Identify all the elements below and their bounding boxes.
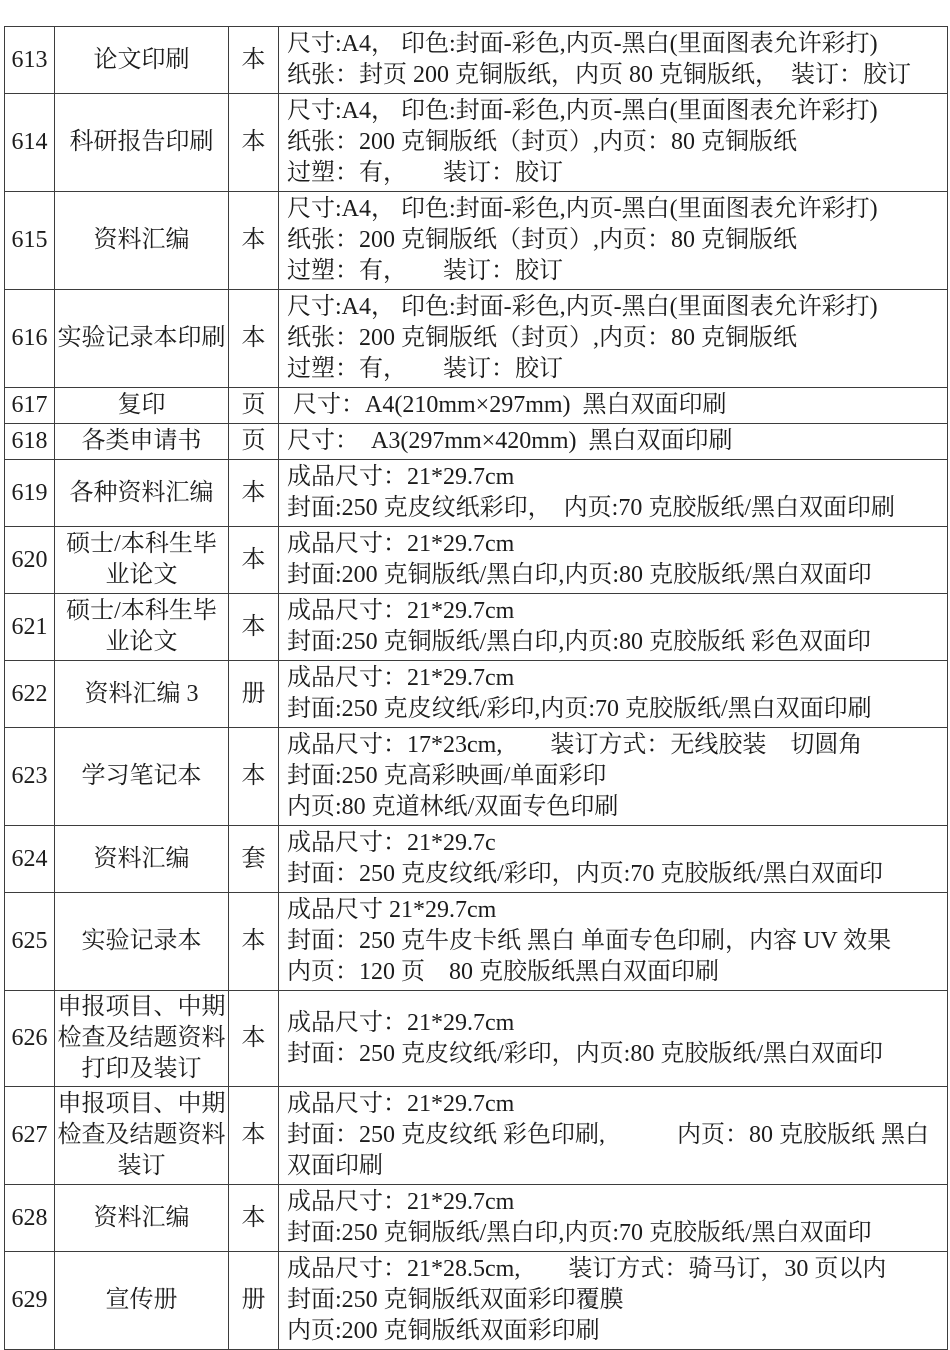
item-unit: 本: [229, 290, 279, 388]
spec-line: 纸张：200 克铜版纸（封页）,内页：80 克铜版纸: [287, 325, 797, 351]
item-id: 622: [5, 661, 55, 728]
spec-line: 尺寸:A4， 印色:封面-彩色,内页-黑白(里面图表允许彩打): [287, 98, 878, 124]
item-id: 613: [5, 27, 55, 94]
item-name: 各类申请书: [55, 424, 229, 460]
item-name: 实验记录本: [55, 893, 229, 991]
spec-line: 封面：250 克皮纹纸/彩印，内页:80 克胶版纸/黑白双面印: [287, 1040, 884, 1067]
spec-line: 成品尺寸：21*29.7cm: [287, 1189, 515, 1215]
item-spec: [279, 27, 948, 94]
item-spec: [279, 192, 948, 290]
table-row: [5, 424, 948, 460]
item-unit: 本: [229, 460, 279, 527]
item-unit: 本: [229, 27, 279, 94]
item-unit: 本: [229, 1087, 279, 1185]
spec-line: 过塑：有， 装订：胶订: [287, 160, 563, 186]
item-id: 617: [5, 388, 55, 424]
item-spec: [279, 1185, 948, 1252]
item-unit: 本: [229, 991, 279, 1087]
item-spec: [279, 826, 948, 893]
item-unit: 本: [229, 94, 279, 192]
item-id: 627: [5, 1087, 55, 1185]
spec-line: 过塑：有， 装订：胶订: [287, 356, 563, 382]
item-id: 628: [5, 1185, 55, 1252]
item-id: 620: [5, 527, 55, 594]
spec-line: 封面:250 克皮纹纸/彩印,内页:70 克胶版纸/黑白双面印刷: [287, 696, 872, 722]
spec-line: 成品尺寸：17*23cm, 装订方式：无线胶装 切圆角: [287, 732, 863, 758]
table-row: [5, 290, 948, 388]
spec-line: 封面:250 克铜版纸/黑白印,内页:80 克胶版纸 彩色双面印: [287, 629, 872, 655]
item-spec: [279, 1252, 948, 1350]
print-service-spec-table: [4, 26, 948, 1350]
spec-line: 尺寸:A4， 印色:封面-彩色,内页-黑白(里面图表允许彩打): [287, 294, 878, 320]
item-unit: 本: [229, 527, 279, 594]
item-spec: [279, 661, 948, 728]
item-name: 复印: [55, 388, 229, 424]
spec-line: 尺寸：A4(210mm×297mm) 黑白双面印刷: [287, 392, 727, 418]
spec-line: 成品尺寸：21*29.7cm: [287, 665, 515, 691]
item-id: 614: [5, 94, 55, 192]
table-row: [5, 192, 948, 290]
spec-line: 成品尺寸：21*29.7c: [287, 830, 496, 856]
item-unit: 册: [229, 1252, 279, 1350]
item-spec: [279, 728, 948, 826]
table-row: [5, 594, 948, 661]
item-unit: 页: [229, 388, 279, 424]
item-id: 624: [5, 826, 55, 893]
table-row: [5, 826, 948, 893]
table-row: [5, 728, 948, 826]
spec-line: 封面：250 克皮纹纸/彩印，内页:70 克胶版纸/黑白双面印: [287, 861, 884, 887]
table-row: [5, 893, 948, 991]
spec-line: 尺寸:A4， 印色:封面-彩色,内页-黑白(里面图表允许彩打): [287, 31, 878, 57]
table-row: [5, 1185, 948, 1252]
spec-line: 封面:250 克皮纹纸彩印， 内页:70 克胶版纸/黑白双面印刷: [287, 495, 896, 521]
item-unit: 本: [229, 192, 279, 290]
item-id: 618: [5, 424, 55, 460]
item-spec: [279, 290, 948, 388]
spec-line: 过塑：有， 装订：胶订: [287, 258, 563, 284]
item-name: 论文印刷: [55, 27, 229, 94]
item-name: 申报项目、中期检查及结题资料装订: [55, 1087, 229, 1185]
spec-line: 纸张：200 克铜版纸（封页）,内页：80 克铜版纸: [287, 129, 797, 155]
item-spec: [279, 460, 948, 527]
spec-line: 封面：250 克牛皮卡纸 黑白 单面专色印刷，内容 UV 效果: [287, 928, 892, 954]
item-spec: [279, 893, 948, 991]
item-unit: 册: [229, 661, 279, 728]
item-name: 申报项目、中期检查及结题资料打印及装订: [55, 991, 229, 1087]
table-row: [5, 94, 948, 192]
spec-line: 成品尺寸：21*29.7cm: [287, 1091, 515, 1117]
spec-line: 尺寸:A4， 印色:封面-彩色,内页-黑白(里面图表允许彩打): [287, 196, 878, 222]
table-body: [5, 27, 948, 1350]
item-name: 资料汇编: [55, 192, 229, 290]
table-row: [5, 661, 948, 728]
item-name: 各种资料汇编: [55, 460, 229, 527]
spec-line: 内页:200 克铜版纸双面彩印刷: [287, 1318, 600, 1344]
table-row: [5, 991, 948, 1087]
spec-line: 成品尺寸：21*28.5cm, 装订方式：骑马订，30 页以内: [287, 1256, 887, 1282]
item-spec: [279, 1087, 948, 1185]
item-unit: 本: [229, 594, 279, 661]
spec-line: 成品尺寸：21*29.7cm: [287, 464, 515, 490]
item-id: 616: [5, 290, 55, 388]
spec-line: 纸张：封页 200 克铜版纸，内页 80 克铜版纸， 装订：胶订: [287, 62, 911, 88]
spec-line: 封面:250 克高彩映画/单面彩印: [287, 763, 607, 789]
item-name: 硕士/本科生毕业论文: [55, 594, 229, 661]
spec-line: 尺寸： A3(297mm×420mm) 黑白双面印刷: [287, 428, 733, 454]
table-row: [5, 1087, 948, 1185]
table-row: [5, 27, 948, 94]
spec-line: 成品尺寸：21*29.7cm: [287, 531, 515, 557]
item-spec: [279, 424, 948, 460]
spec-line: 内页：120 页 80 克胶版纸黑白双面印刷: [287, 959, 719, 985]
item-unit: 本: [229, 1185, 279, 1252]
item-id: 623: [5, 728, 55, 826]
item-name: 硕士/本科生毕业论文: [55, 527, 229, 594]
spec-line: 成品尺寸 21*29.7cm: [287, 897, 497, 923]
item-id: 629: [5, 1252, 55, 1350]
item-id: 615: [5, 192, 55, 290]
item-spec: [279, 388, 948, 424]
item-name: 科研报告印刷: [55, 94, 229, 192]
item-name: 资料汇编: [55, 1185, 229, 1252]
spec-line: 成品尺寸：21*29.7cm: [287, 1009, 515, 1036]
spec-line: 成品尺寸：21*29.7cm: [287, 598, 515, 624]
item-spec: [279, 991, 948, 1087]
item-spec: [279, 94, 948, 192]
item-unit: 页: [229, 424, 279, 460]
item-name: 资料汇编: [55, 826, 229, 893]
spec-line: 内页:80 克道林纸/双面专色印刷: [287, 794, 619, 820]
item-id: 625: [5, 893, 55, 991]
spec-line: 封面：250 克皮纹纸 彩色印刷, 内页：80 克胶版纸 黑白双面印刷: [287, 1122, 929, 1179]
item-id: 621: [5, 594, 55, 661]
item-name: 实验记录本印刷: [55, 290, 229, 388]
spec-line: 封面:250 克铜版纸双面彩印覆膜: [287, 1287, 624, 1313]
table-row: [5, 460, 948, 527]
item-unit: 本: [229, 728, 279, 826]
item-id: 619: [5, 460, 55, 527]
item-name: 宣传册: [55, 1252, 229, 1350]
item-id: 626: [5, 991, 55, 1087]
item-spec: [279, 527, 948, 594]
spec-line: 封面:250 克铜版纸/黑白印,内页:70 克胶版纸/黑白双面印: [287, 1220, 872, 1246]
spec-line: 封面:200 克铜版纸/黑白印,内页:80 克胶版纸/黑白双面印: [287, 562, 872, 588]
table-row: [5, 527, 948, 594]
item-unit: 本: [229, 893, 279, 991]
item-name: 资料汇编 3: [55, 661, 229, 728]
item-spec: [279, 594, 948, 661]
spec-line: 纸张：200 克铜版纸（封页）,内页：80 克铜版纸: [287, 227, 797, 253]
item-name: 学习笔记本: [55, 728, 229, 826]
table-row: [5, 1252, 948, 1350]
table-row: [5, 388, 948, 424]
item-unit: 套: [229, 826, 279, 893]
